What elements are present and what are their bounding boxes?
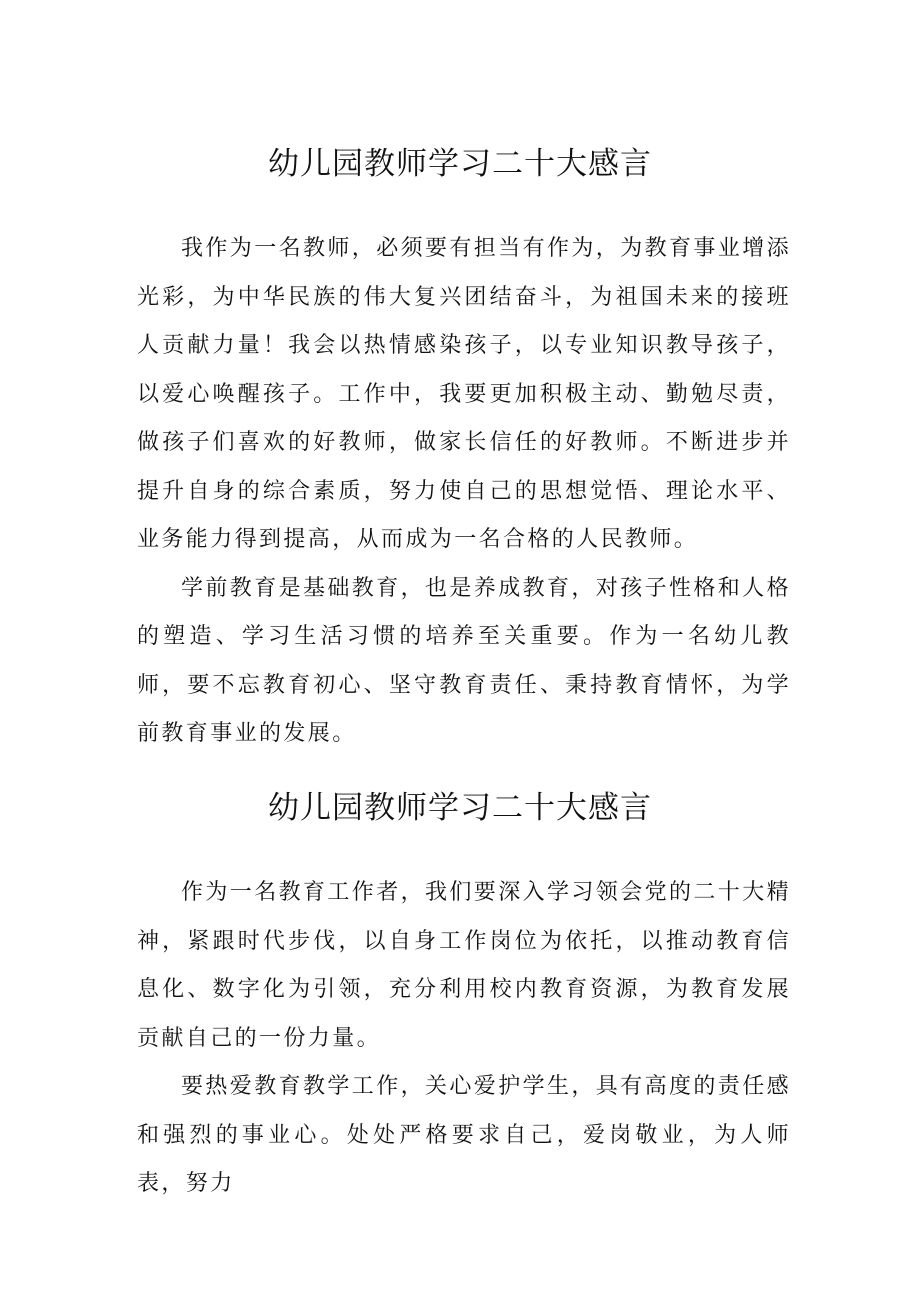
section-title: 幼儿园教师学习二十大感言 xyxy=(268,146,652,182)
section-title: 幼儿园教师学习二十大感言 xyxy=(268,790,652,826)
paragraph: 学前教育是基础教育，也是养成教育，对孩子性格和人格的塑造、学习生活习惯的培养至关重要。作为一名幼儿教师，要不忘教育初心、坚守教育责任、秉持教育情怀，为学前教育事业的发展。 xyxy=(137,575,792,746)
section-body xyxy=(137,225,791,759)
paragraph: 我作为一名教师，必须要有担当有作为，为教育事业增添光彩，为中华民族的伟大复兴团结奋斗，为祖国未来的接班人贡献力量！我会以热情感染孩子，以专业知识教导孩子，以爱心唤醒孩子。工作中，我要更加积极主动、勤勉尽责，做孩子们喜欢的好教师，做家长信任的好教师。不断进步并提升自身的综合素质，努力使自己的思想觉悟、理论水平、业务能力得到提高，从而成为一名合格的人民教师。 xyxy=(137,236,792,552)
section-body xyxy=(137,869,791,1209)
paragraph: 要热爱教育教学工作，关心爱护学生，具有高度的责任感和强烈的事业心。处处严格要求自己，爱岗敬业，为人师表，努力 xyxy=(137,1074,792,1196)
paragraph: 作为一名教育工作者，我们要深入学习领会党的二十大精神，紧跟时代步伐，以自身工作岗位为依托，以推动教育信息化、数字化为引领，充分利用校内教育资源，为教育发展贡献自己的一份力量。 xyxy=(137,880,792,1051)
